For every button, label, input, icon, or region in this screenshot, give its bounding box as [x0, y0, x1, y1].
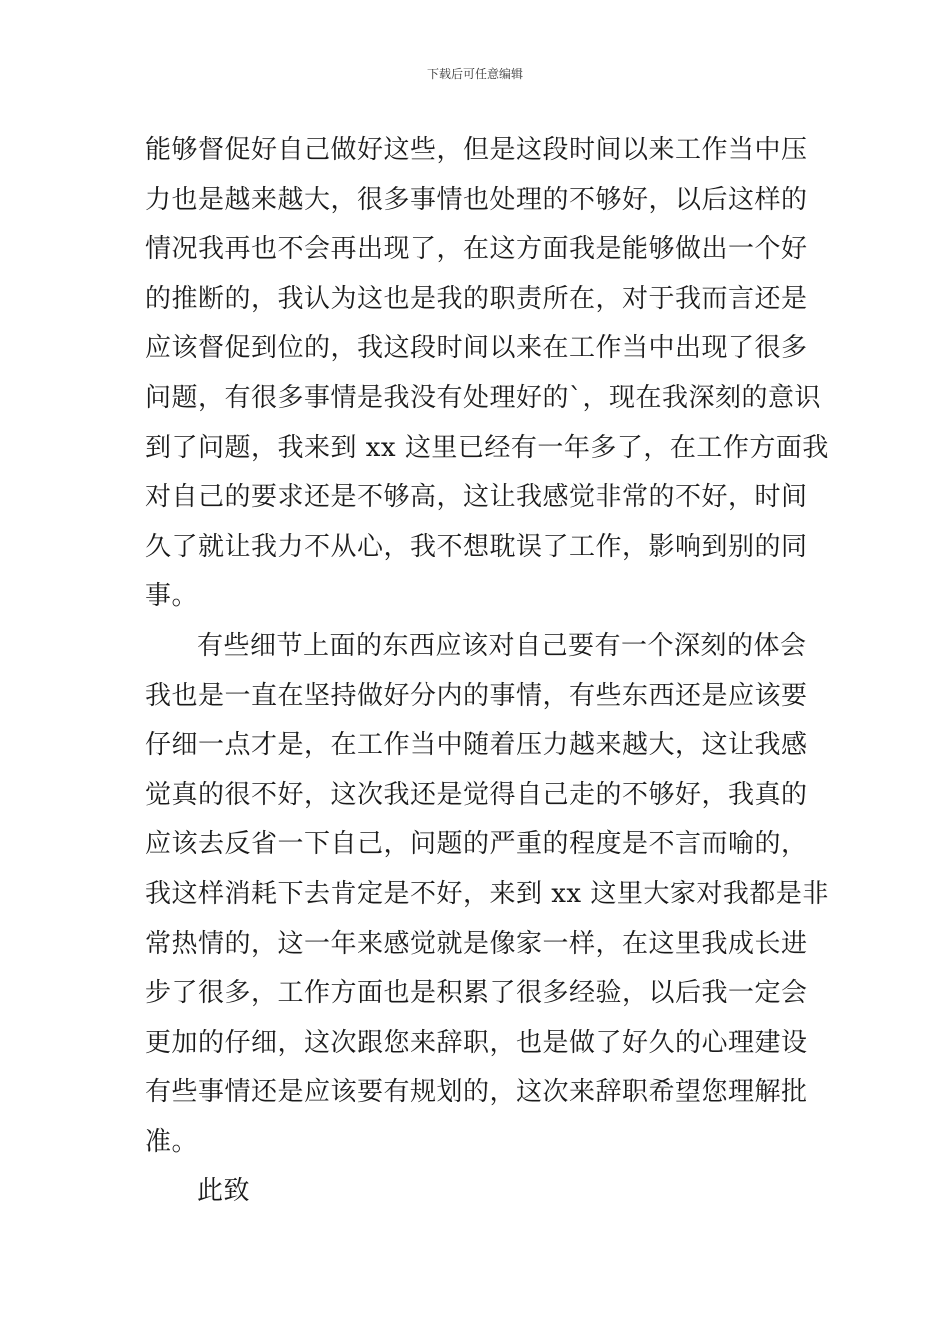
closing-line: 此致 [197, 1176, 251, 1207]
paragraph-1 [145, 126, 829, 622]
text-line: 我这样消耗下去肯定是不好，来到 xx 这里大家对我都是非 [145, 878, 829, 909]
text-line: 觉真的很不好，这次我还是觉得自己走的不够好，我真的 [145, 779, 808, 810]
text-line: 应该去反省一下自己，问题的严重的程度是不言而喻的， [145, 829, 808, 860]
text-line: 有些细节上面的东西应该对自己要有一个深刻的体会 [197, 630, 807, 661]
closing [145, 1167, 810, 1217]
paragraph-2 [145, 622, 829, 1168]
text-line: 应该督促到位的，我这段时间以来在工作当中出现了很多 [145, 333, 808, 364]
text-line: 更加的仔细，这次跟您来辞职，也是做了好久的心理建设 [145, 1027, 808, 1058]
text-line: 的推断的，我认为这也是我的职责所在，对于我而言还是 [145, 283, 808, 314]
text-line: 我也是一直在坚持做好分内的事情，有些东西还是应该要 [145, 680, 808, 711]
text-line: 仔细一点才是，在工作当中随着压力越来越大，这让我感 [145, 730, 808, 761]
text-line: 事。 [145, 581, 199, 612]
text-line: 常热情的，这一年来感觉就是像家一样，在这里我成长进 [145, 928, 808, 959]
text-line: 到了问题，我来到 xx 这里已经有一年多了，在工作方面我 [145, 432, 829, 463]
text-line: 力也是越来越大，很多事情也处理的不够好，以后这样的 [145, 184, 808, 215]
header-note: 下载后可任意编辑 [426, 67, 523, 81]
text-line: 步了很多，工作方面也是积累了很多经验，以后我一定会 [145, 978, 808, 1009]
text-line: 准。 [145, 1126, 199, 1157]
text-line: 情况我再也不会再出现了，在这方面我是能够做出一个好 [145, 234, 808, 265]
text-line: 能够督促好自己做好这些，但是这段时间以来工作当中压 [145, 135, 808, 165]
document-body [145, 126, 829, 1217]
text-line: 对自己的要求还是不够高，这让我感觉非常的不好，时间 [145, 482, 808, 513]
text-line: 久了就让我力不从心，我不想耽误了工作，影响到别的同 [145, 531, 808, 562]
text-line: 有些事情还是应该要有规划的，这次来辞职希望您理解批 [145, 1077, 808, 1108]
text-line: 问题，有很多事情是我没有处理好的`，现在我深刻的意识 [145, 382, 822, 413]
